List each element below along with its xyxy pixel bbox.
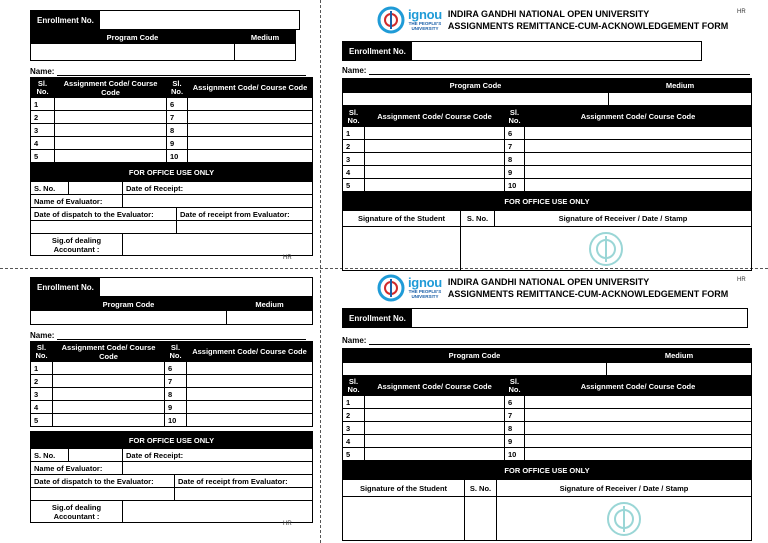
dispatch-label: Date of dispatch to the Evaluator:: [31, 208, 177, 221]
assignment-field[interactable]: [187, 362, 313, 375]
acknowledgement-table: [342, 461, 752, 541]
program-table: [342, 78, 752, 106]
assignment-header: Assignment Code/ Course Code: [187, 342, 313, 362]
row-number: 1: [343, 396, 365, 409]
assignment-field[interactable]: [525, 140, 752, 153]
receipt-eval-field[interactable]: [175, 488, 313, 501]
row-number: 2: [31, 375, 53, 388]
assignment-table: [30, 77, 313, 163]
assignment-field[interactable]: [53, 388, 165, 401]
brand-name: ignou: [408, 275, 442, 290]
assignment-field[interactable]: [187, 414, 313, 427]
assignment-field[interactable]: [525, 166, 752, 179]
office-use-banner: FOR OFFICE USE ONLY: [343, 462, 752, 480]
office-use-banner: FOR OFFICE USE ONLY: [31, 432, 313, 449]
row-number: 8: [505, 422, 525, 435]
enrollment-field[interactable]: [412, 309, 747, 327]
row-number: 6: [505, 396, 525, 409]
row-number: 8: [505, 153, 525, 166]
assignment-field[interactable]: [365, 153, 505, 166]
assignment-field[interactable]: [187, 401, 313, 414]
counterfoil-top: [30, 10, 313, 256]
s-no-label: S. No.: [461, 211, 495, 227]
row-number: 7: [167, 111, 188, 124]
office-table: [30, 431, 313, 523]
row-number: 4: [343, 166, 365, 179]
sl-header: Sl. No.: [505, 377, 525, 396]
assignment-header: Assignment Code/ Course Code: [55, 78, 167, 98]
enrollment-row: [30, 10, 300, 30]
name-label: Name:: [30, 331, 55, 340]
assignment-field[interactable]: [188, 137, 313, 150]
medium-field[interactable]: [609, 93, 752, 106]
assignment-field[interactable]: [187, 388, 313, 401]
assignment-field[interactable]: [365, 127, 505, 140]
dispatch-field[interactable]: [31, 221, 177, 234]
remittance-form-top: [342, 6, 754, 271]
assignment-field[interactable]: [525, 153, 752, 166]
row-number: 2: [31, 111, 55, 124]
assignment-field[interactable]: [55, 137, 167, 150]
remittance-form-bottom: [342, 274, 754, 541]
row-number: 3: [31, 124, 55, 137]
s-no-label: S. No.: [31, 182, 69, 195]
evaluator-label: Name of Evaluator:: [31, 195, 123, 208]
sig-student-field[interactable]: [343, 227, 461, 271]
assignment-header: Assignment Code/ Course Code: [525, 377, 752, 396]
row-number: 10: [165, 414, 187, 427]
enrollment-label: Enrollment No.: [31, 11, 100, 29]
hr-mark: HR: [283, 521, 292, 527]
row-number: 5: [343, 179, 365, 192]
row-number: 5: [343, 448, 365, 461]
name-field[interactable]: [57, 67, 306, 76]
s-no-field[interactable]: [465, 497, 497, 541]
row-number: 2: [343, 140, 365, 153]
assignment-field[interactable]: [55, 111, 167, 124]
assignment-field[interactable]: [53, 401, 165, 414]
assignment-table: [342, 376, 752, 461]
office-use-banner: FOR OFFICE USE ONLY: [31, 164, 313, 182]
brand-sub2: UNIVERSITY: [411, 26, 439, 31]
row-number: 6: [167, 98, 188, 111]
assignment-field[interactable]: [365, 179, 505, 192]
row-number: 3: [343, 422, 365, 435]
program-code-field[interactable]: [31, 311, 227, 325]
medium-label: Medium: [607, 349, 752, 363]
stamp-watermark: [500, 497, 748, 540]
program-code-field[interactable]: [343, 93, 609, 106]
office-table: [30, 163, 313, 256]
medium-field[interactable]: [607, 363, 752, 376]
accountant-label: Sig.of dealing Accountant :: [31, 234, 123, 256]
assignment-field[interactable]: [188, 111, 313, 124]
form-header: [376, 274, 754, 302]
sl-header: Sl. No.: [167, 78, 188, 98]
name-label: Name:: [30, 67, 55, 76]
assignment-field[interactable]: [187, 375, 313, 388]
assignment-header: Assignment Code/ Course Code: [188, 78, 313, 98]
accountant-field[interactable]: [123, 501, 313, 523]
assignment-field[interactable]: [365, 448, 505, 461]
dispatch-field[interactable]: [31, 488, 175, 501]
sl-header: Sl. No.: [505, 107, 525, 127]
ignou-logo: [376, 274, 442, 302]
name-label: Name:: [342, 66, 367, 75]
assignment-field[interactable]: [188, 98, 313, 111]
assignment-field[interactable]: [525, 409, 752, 422]
receiver-stamp-area[interactable]: [461, 227, 752, 271]
row-number: 4: [31, 401, 53, 414]
hr-mark: HR: [737, 277, 746, 283]
program-table: [30, 30, 296, 61]
hr-mark: HR: [283, 255, 292, 261]
row-number: 4: [31, 137, 55, 150]
office-use-banner: FOR OFFICE USE ONLY: [343, 193, 752, 211]
ignou-emblem-icon: [376, 274, 406, 302]
row-number: 10: [167, 150, 188, 163]
brand-sub1: THE PEOPLE'S: [408, 289, 442, 294]
name-row: [342, 333, 750, 345]
assignment-header: Assignment Code/ Course Code: [525, 107, 752, 127]
assignment-header: Assignment Code/ Course Code: [365, 377, 505, 396]
university-title: INDIRA GANDHI NATIONAL OPEN UNIVERSITY: [447, 277, 650, 287]
date-receipt-label: Date of Receipt:: [123, 182, 313, 195]
row-number: 5: [31, 150, 55, 163]
name-label: Name:: [342, 336, 367, 345]
assignment-field[interactable]: [525, 127, 752, 140]
row-number: 1: [31, 362, 53, 375]
row-number: 2: [343, 409, 365, 422]
name-row: [30, 328, 306, 340]
accountant-field[interactable]: [123, 234, 313, 256]
enrollment-label: Enrollment No.: [343, 309, 412, 327]
vertical-cut-line: [320, 0, 321, 543]
row-number: 9: [505, 166, 525, 179]
sl-header: Sl. No.: [31, 78, 55, 98]
s-no-label: S. No.: [465, 480, 497, 497]
medium-label: Medium: [235, 31, 296, 44]
enrollment-label: Enrollment No.: [343, 42, 412, 60]
enrollment-field[interactable]: [100, 278, 312, 296]
row-number: 3: [343, 153, 365, 166]
university-title: INDIRA GANDHI NATIONAL OPEN UNIVERSITY: [447, 9, 650, 19]
row-number: 8: [165, 388, 187, 401]
row-number: 4: [343, 435, 365, 448]
assignment-field[interactable]: [53, 362, 165, 375]
row-number: 3: [31, 388, 53, 401]
row-number: 7: [505, 409, 525, 422]
row-number: 7: [505, 140, 525, 153]
program-table: [342, 348, 752, 376]
medium-field[interactable]: [227, 311, 313, 325]
stamp-watermark: [464, 227, 748, 270]
assignment-field[interactable]: [365, 140, 505, 153]
s-no-label: S. No.: [31, 449, 69, 462]
assignment-field[interactable]: [525, 448, 752, 461]
assignment-field[interactable]: [55, 150, 167, 163]
program-code-label: Program Code: [31, 298, 227, 311]
receiver-stamp-area[interactable]: [497, 497, 752, 541]
name-row: [342, 63, 750, 75]
row-number: 6: [505, 127, 525, 140]
sl-header: Sl. No.: [343, 107, 365, 127]
medium-label: Medium: [227, 298, 313, 311]
ignou-logo: [376, 6, 442, 34]
assignment-table: [30, 341, 313, 427]
enrollment-label: Enrollment No.: [31, 278, 100, 296]
program-code-label: Program Code: [343, 349, 607, 363]
form-title: ASSIGNMENTS REMITTANCE-CUM-ACKNOWLEDGEMENT FORM: [447, 21, 729, 31]
assignment-field[interactable]: [55, 124, 167, 137]
sl-header: Sl. No.: [343, 377, 365, 396]
date-receipt-label: Date of Receipt:: [123, 449, 313, 462]
counterfoil-bottom: [30, 277, 313, 523]
receipt-eval-field[interactable]: [177, 221, 313, 234]
row-number: 1: [343, 127, 365, 140]
program-code-field[interactable]: [343, 363, 607, 376]
enrollment-field[interactable]: [100, 11, 299, 29]
form-header: [376, 6, 754, 34]
row-number: 6: [165, 362, 187, 375]
name-row: [30, 64, 306, 76]
assignment-table: [342, 106, 752, 192]
accountant-label: Sig.of dealing Accountant :: [31, 501, 123, 523]
assignment-field[interactable]: [53, 375, 165, 388]
row-number: 10: [505, 448, 525, 461]
brand-name: ignou: [408, 7, 442, 22]
hr-mark: HR: [737, 9, 746, 15]
assignment-header: Assignment Code/ Course Code: [53, 342, 165, 362]
name-field[interactable]: [369, 336, 750, 345]
row-number: 8: [167, 124, 188, 137]
s-no-field[interactable]: [69, 449, 123, 462]
assignment-header: Assignment Code/ Course Code: [365, 107, 505, 127]
program-code-field[interactable]: [31, 44, 235, 61]
assignment-field[interactable]: [525, 422, 752, 435]
form-title: ASSIGNMENTS REMITTANCE-CUM-ACKNOWLEDGEMENT FORM: [447, 289, 729, 299]
assignment-field[interactable]: [365, 409, 505, 422]
evaluator-field[interactable]: [123, 462, 313, 475]
row-number: 5: [31, 414, 53, 427]
program-code-label: Program Code: [31, 31, 235, 44]
assignment-field[interactable]: [365, 396, 505, 409]
sl-header: Sl. No.: [165, 342, 187, 362]
assignment-field[interactable]: [188, 124, 313, 137]
evaluator-field[interactable]: [123, 195, 313, 208]
sig-student-label: Signature of the Student: [343, 480, 465, 497]
ignou-watermark-icon: [604, 500, 644, 538]
row-number: 9: [505, 435, 525, 448]
ignou-watermark-icon: [586, 230, 626, 268]
brand-sub1: THE PEOPLE'S: [408, 21, 442, 26]
enrollment-field[interactable]: [412, 42, 701, 60]
row-number: 9: [167, 137, 188, 150]
evaluator-label: Name of Evaluator:: [31, 462, 123, 475]
assignment-field[interactable]: [525, 179, 752, 192]
name-field[interactable]: [369, 66, 750, 75]
program-code-label: Program Code: [343, 79, 609, 93]
name-field[interactable]: [57, 331, 306, 340]
sig-student-field[interactable]: [343, 497, 465, 541]
enrollment-row: [342, 308, 748, 328]
assignment-field[interactable]: [55, 98, 167, 111]
assignment-field[interactable]: [188, 150, 313, 163]
receipt-eval-label: Date of receipt from Evaluator:: [175, 475, 313, 488]
program-table: [30, 297, 313, 325]
enrollment-row: [342, 41, 702, 61]
enrollment-row: [30, 277, 313, 297]
row-number: 7: [165, 375, 187, 388]
dispatch-label: Date of dispatch to the Evaluator:: [31, 475, 175, 488]
assignment-field[interactable]: [365, 166, 505, 179]
s-no-field[interactable]: [69, 182, 123, 195]
sl-header: Sl. No.: [31, 342, 53, 362]
assignment-field[interactable]: [53, 414, 165, 427]
row-number: 10: [505, 179, 525, 192]
ignou-emblem-icon: [376, 6, 406, 34]
assignment-field[interactable]: [525, 435, 752, 448]
medium-label: Medium: [609, 79, 752, 93]
assignment-field[interactable]: [365, 435, 505, 448]
receipt-eval-label: Date of receipt from Evaluator:: [177, 208, 313, 221]
row-number: 1: [31, 98, 55, 111]
sig-receiver-label: Signature of Receiver / Date / Stamp: [495, 211, 752, 227]
sig-student-label: Signature of the Student: [343, 211, 461, 227]
assignment-field[interactable]: [525, 396, 752, 409]
row-number: 9: [165, 401, 187, 414]
brand-sub2: UNIVERSITY: [411, 294, 439, 299]
acknowledgement-table: [342, 192, 752, 271]
medium-field[interactable]: [235, 44, 296, 61]
assignment-field[interactable]: [365, 422, 505, 435]
sig-receiver-label: Signature of Receiver / Date / Stamp: [497, 480, 752, 497]
